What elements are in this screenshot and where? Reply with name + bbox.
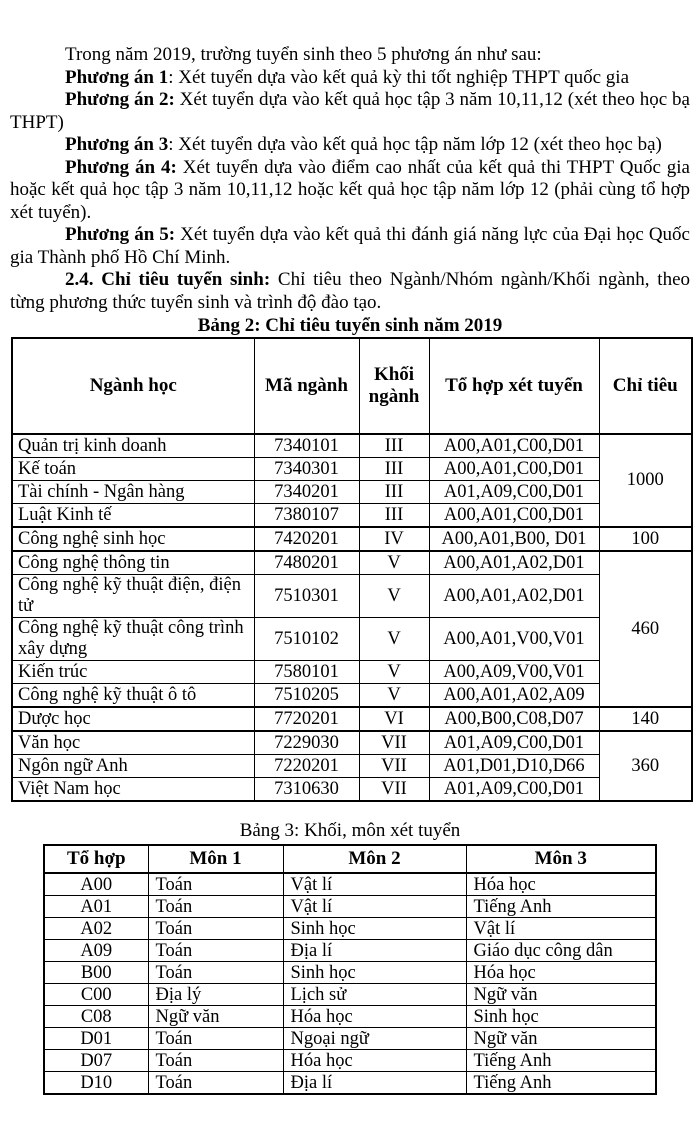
phuong-an-2-label: Phương án 2: <box>65 89 175 110</box>
mon-1-cell: Toán <box>148 873 283 896</box>
nganh-cell: Kiến trúc <box>12 661 254 684</box>
table-row <box>44 1072 656 1095</box>
nganh-cell: Công nghệ kỹ thuật ô tô <box>12 684 254 708</box>
to-hop-cell: A01,D01,D10,D66 <box>429 755 599 778</box>
paragraph-phuong-an-4 <box>10 157 690 225</box>
mon-1-cell: Toán <box>148 896 283 918</box>
section-2-4-text: Chỉ tiêu theo Ngành/Nhóm ngành/Khối ngành, theo từng phương thức tuyển sinh và trình độ đào tạo. <box>10 269 691 313</box>
phuong-an-3-label: Phương án 3 <box>65 134 169 155</box>
ma-nganh-cell: 7420201 <box>254 527 359 551</box>
table-row <box>44 918 656 940</box>
table3-header-row <box>44 845 656 873</box>
phuong-an-4-label: Phương án 4: <box>65 156 177 178</box>
header-mon-1: Môn 1 <box>148 845 283 873</box>
phuong-an-4-text: Xét tuyển dựa vào điểm cao nhất của kết quả thi THPT Quốc gia hoặc kết quả học tập 3 năm 10,11,12 hoặc kết quả học tập năm lớp 12 (phải cùng tổ hợp xét tuyển). <box>10 156 690 223</box>
to-hop-code-cell: C08 <box>44 1006 148 1028</box>
chi-tieu-cell: 1000 <box>599 434 692 527</box>
chi-tieu-cell: 460 <box>599 551 692 707</box>
mon-1-cell: Toán <box>148 1072 283 1095</box>
phuong-an-1-text: : Xét tuyển dựa vào kết quả kỳ thi tốt nghiệp THPT quốc gia <box>168 66 630 88</box>
mon-3-cell: Hóa học <box>466 873 656 896</box>
mon-2-cell: Hóa học <box>283 1006 466 1028</box>
to-hop-cell: A00,B00,C08,D07 <box>429 707 599 731</box>
nganh-cell: Quản trị kinh doanh <box>12 434 254 458</box>
to-hop-cell: A00,A01,A02,A09 <box>429 684 599 708</box>
ma-nganh-cell: 7580101 <box>254 661 359 684</box>
table-row <box>44 896 656 918</box>
nganh-cell: Công nghệ kỹ thuật điện, điện tử <box>12 575 254 618</box>
table-row <box>12 551 692 575</box>
to-hop-cell: A01,A09,C00,D01 <box>429 778 599 802</box>
paragraph-phuong-an-5 <box>10 224 690 269</box>
to-hop-code-cell: D07 <box>44 1050 148 1072</box>
table-row <box>12 684 692 708</box>
paragraph-phuong-an-2 <box>10 89 690 134</box>
phuong-an-5-label: Phương án 5: <box>65 224 176 245</box>
ma-nganh-cell: 7510205 <box>254 684 359 708</box>
paragraph-section-2-4 <box>10 269 690 314</box>
to-hop-code-cell: C00 <box>44 984 148 1006</box>
mon-2-cell: Sinh học <box>283 962 466 984</box>
table-row <box>12 778 692 802</box>
to-hop-code-cell: D01 <box>44 1028 148 1050</box>
nganh-cell: Ngôn ngữ Anh <box>12 755 254 778</box>
to-hop-code-cell: D10 <box>44 1072 148 1095</box>
table-row <box>44 1050 656 1072</box>
to-hop-cell: A00,A01,B00, D01 <box>429 527 599 551</box>
phuong-an-1-label: Phương án 1 <box>65 66 169 88</box>
paragraph-phuong-an-1 <box>10 67 690 90</box>
mon-3-cell: Sinh học <box>466 1006 656 1028</box>
ma-nganh-cell: 7229030 <box>254 731 359 755</box>
mon-1-cell: Toán <box>148 1028 283 1050</box>
table-row <box>12 731 692 755</box>
mon-3-cell: Tiếng Anh <box>466 1072 656 1095</box>
khoi-nganh-cell: IV <box>359 527 429 551</box>
nganh-cell: Việt Nam học <box>12 778 254 802</box>
tuyen-sinh-quota-table <box>11 337 693 802</box>
header-to-hop: Tổ hợp <box>44 845 148 873</box>
lead-text: Trong năm 2019, trường tuyển sinh theo 5 phương án như sau: <box>65 44 542 65</box>
phuong-an-5-text: Xét tuyển dựa vào kết quả thi đánh giá năng lực của Đại học Quốc gia Thành phố Hồ Chí Minh. <box>10 224 690 268</box>
chi-tieu-cell: 360 <box>599 731 692 801</box>
table-row <box>12 434 692 458</box>
nganh-cell: Công nghệ thông tin <box>12 551 254 575</box>
table-row <box>44 984 656 1006</box>
table-row <box>12 575 692 618</box>
table2-title: Bảng 2: Chỉ tiêu tuyển sinh năm 2019 <box>197 315 503 336</box>
to-hop-subjects-table <box>43 844 657 1095</box>
mon-1-cell: Địa lý <box>148 984 283 1006</box>
header-khoi-nganh: Khối ngành <box>359 338 429 434</box>
ma-nganh-cell: 7380107 <box>254 504 359 528</box>
header-mon-3: Môn 3 <box>466 845 656 873</box>
table-row <box>44 940 656 962</box>
khoi-nganh-cell: III <box>359 434 429 458</box>
table-row <box>44 962 656 984</box>
to-hop-code-cell: A02 <box>44 918 148 940</box>
to-hop-code-cell: B00 <box>44 962 148 984</box>
mon-2-cell: Địa lí <box>283 1072 466 1095</box>
khoi-nganh-cell: III <box>359 458 429 481</box>
table-row <box>12 458 692 481</box>
khoi-nganh-cell: VII <box>359 731 429 755</box>
header-chi-tieu: Chỉ tiêu <box>599 338 692 434</box>
nganh-cell: Dược học <box>12 707 254 731</box>
table-row <box>44 1006 656 1028</box>
table-row <box>12 707 692 731</box>
to-hop-cell: A01,A09,C00,D01 <box>429 731 599 755</box>
phuong-an-2-text: Xét tuyển dựa vào kết quả học tập 3 năm 10,11,12 (xét theo học bạ THPT) <box>10 89 690 133</box>
chi-tieu-cell: 100 <box>599 527 692 551</box>
nganh-cell: Văn học <box>12 731 254 755</box>
ma-nganh-cell: 7220201 <box>254 755 359 778</box>
to-hop-code-cell: A09 <box>44 940 148 962</box>
khoi-nganh-cell: III <box>359 504 429 528</box>
quota-table-body <box>12 434 692 801</box>
to-hop-cell: A00,A01,V00,V01 <box>429 618 599 661</box>
to-hop-cell: A00,A01,C00,D01 <box>429 458 599 481</box>
khoi-nganh-cell: V <box>359 575 429 618</box>
header-nganh-hoc: Ngành học <box>12 338 254 434</box>
mon-3-cell: Tiếng Anh <box>466 1050 656 1072</box>
phuong-an-3-text: : Xét tuyển dựa vào kết quả học tập năm lớp 12 (xét theo học bạ) <box>168 134 662 155</box>
khoi-nganh-cell: VII <box>359 755 429 778</box>
mon-3-cell: Hóa học <box>466 962 656 984</box>
mon-3-cell: Giáo dục công dân <box>466 940 656 962</box>
mon-2-cell: Vật lí <box>283 873 466 896</box>
ma-nganh-cell: 7310630 <box>254 778 359 802</box>
mon-3-cell: Tiếng Anh <box>466 896 656 918</box>
khoi-nganh-cell: V <box>359 618 429 661</box>
mon-2-cell: Địa lí <box>283 940 466 962</box>
table-row <box>44 1028 656 1050</box>
header-mon-2: Môn 2 <box>283 845 466 873</box>
mon-1-cell: Ngữ văn <box>148 1006 283 1028</box>
table-row <box>12 618 692 661</box>
nganh-cell: Công nghệ kỹ thuật công trình xây dựng <box>12 618 254 661</box>
mon-2-cell: Vật lí <box>283 896 466 918</box>
intro-text <box>10 44 690 314</box>
table2-header-row <box>12 338 692 434</box>
ma-nganh-cell: 7340101 <box>254 434 359 458</box>
paragraph-phuong-an-3 <box>10 134 690 157</box>
ma-nganh-cell: 7720201 <box>254 707 359 731</box>
mon-2-cell: Ngoại ngữ <box>283 1028 466 1050</box>
khoi-nganh-cell: V <box>359 551 429 575</box>
mon-1-cell: Toán <box>148 962 283 984</box>
section-2-4-heading: 2.4. Chỉ tiêu tuyển sinh: <box>65 269 271 290</box>
header-ma-nganh: Mã ngành <box>254 338 359 434</box>
ma-nganh-cell: 7510301 <box>254 575 359 618</box>
table-row <box>12 661 692 684</box>
to-hop-code-cell: A01 <box>44 896 148 918</box>
mon-1-cell: Toán <box>148 940 283 962</box>
chi-tieu-cell: 140 <box>599 707 692 731</box>
mon-1-cell: Toán <box>148 1050 283 1072</box>
to-hop-cell: A00,A09,V00,V01 <box>429 661 599 684</box>
ma-nganh-cell: 7340201 <box>254 481 359 504</box>
khoi-nganh-cell: V <box>359 661 429 684</box>
table-row <box>44 873 656 896</box>
khoi-nganh-cell: V <box>359 684 429 708</box>
mon-2-cell: Lịch sử <box>283 984 466 1006</box>
ma-nganh-cell: 7480201 <box>254 551 359 575</box>
to-hop-cell: A00,A01,A02,D01 <box>429 575 599 618</box>
nganh-cell: Tài chính - Ngân hàng <box>12 481 254 504</box>
mon-3-cell: Vật lí <box>466 918 656 940</box>
subjects-table-body <box>44 873 656 1094</box>
khoi-nganh-cell: VII <box>359 778 429 802</box>
khoi-nganh-cell: VI <box>359 707 429 731</box>
nganh-cell: Công nghệ sinh học <box>12 527 254 551</box>
mon-3-cell: Ngữ văn <box>466 1028 656 1050</box>
header-to-hop-xet-tuyen: Tổ hợp xét tuyển <box>429 338 599 434</box>
nganh-cell: Kế toán <box>12 458 254 481</box>
table-row <box>12 481 692 504</box>
to-hop-code-cell: A00 <box>44 873 148 896</box>
table3-title: Bảng 3: Khối, môn xét tuyển <box>239 820 461 841</box>
to-hop-cell: A01,A09,C00,D01 <box>429 481 599 504</box>
table-row <box>12 527 692 551</box>
table-row <box>12 504 692 528</box>
lead-paragraph <box>10 44 690 67</box>
mon-2-cell: Hóa học <box>283 1050 466 1072</box>
nganh-cell: Luật Kinh tế <box>12 504 254 528</box>
table-row <box>12 755 692 778</box>
mon-1-cell: Toán <box>148 918 283 940</box>
ma-nganh-cell: 7510102 <box>254 618 359 661</box>
to-hop-cell: A00,A01,C00,D01 <box>429 504 599 528</box>
to-hop-cell: A00,A01,A02,D01 <box>429 551 599 575</box>
khoi-nganh-cell: III <box>359 481 429 504</box>
ma-nganh-cell: 7340301 <box>254 458 359 481</box>
to-hop-cell: A00,A01,C00,D01 <box>429 434 599 458</box>
mon-3-cell: Ngữ văn <box>466 984 656 1006</box>
mon-2-cell: Sinh học <box>283 918 466 940</box>
